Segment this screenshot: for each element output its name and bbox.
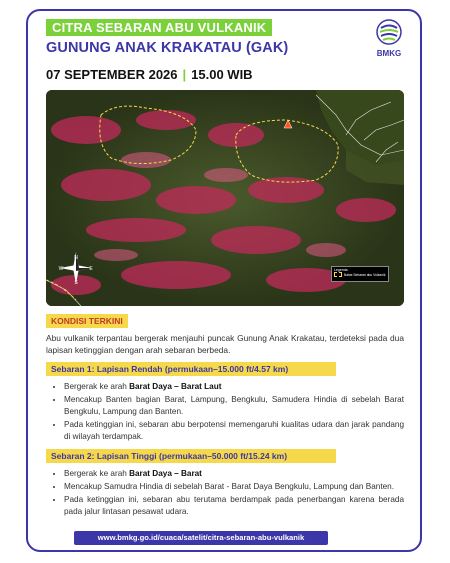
layer1-p1-prefix: Bergerak ke arah <box>64 382 130 391</box>
status-label: KONDISI TERKINI <box>46 314 128 328</box>
source-url-link[interactable]: www.bmkg.go.id/cuaca/satelit/citra-sebaran-abu-vulkanik <box>74 531 328 545</box>
layer2-list <box>46 468 404 519</box>
date-separator: | <box>182 67 187 82</box>
bmkg-logo <box>372 19 406 59</box>
logo-text: BMKG <box>376 49 402 58</box>
page-title: GUNUNG ANAK KRAKATAU (GAK) <box>46 40 289 56</box>
legend-title: Legenda <box>334 268 348 272</box>
map-legend <box>331 266 389 282</box>
satellite-map <box>46 90 404 306</box>
layer2-p1-prefix: Bergerak ke arah <box>64 469 130 478</box>
time-text: 15.00 WIB <box>191 67 253 82</box>
compass-w-label: W <box>58 266 64 272</box>
list-item <box>64 468 404 480</box>
list-item: • Pada ketinggian ini, sebaran abu terutama berdampak pada penerbangan karena berada pada jalur lintasan pesawat udara. <box>64 494 404 518</box>
legend-item: Batas Sebaran abu Vulkanik <box>344 272 386 277</box>
list-item: • Pada ketinggian ini, sebaran abu berpotensi memengaruhi kualitas udara dan jarak pandang di wilayah terdampak. <box>64 419 404 443</box>
date-text: 07 SEPTEMBER 2026 <box>46 67 178 82</box>
compass-e-label: E <box>89 266 93 272</box>
list-item <box>64 381 404 393</box>
compass-s-label: S <box>74 280 78 286</box>
header-badge: CITRA SEBARAN ABU VULKANIK <box>46 19 272 36</box>
list-item: • Mencakup Banten bagian Barat, Lampung, Bengkulu, Samudera Hindia di sebelah Barat Bengkulu, Lampung dan Banten. <box>64 394 404 418</box>
layer1-list <box>46 381 404 444</box>
compass-icon <box>58 250 94 286</box>
compass-n-label: N <box>74 255 78 261</box>
layer2-direction: Barat Daya – Barat <box>129 469 202 478</box>
list-item: • Mencakup Samudra Hindia di sebelah Barat - Barat Daya Bengkulu, Lampung dan Banten. <box>64 481 404 493</box>
layer1-direction: Barat Daya – Barat Laut <box>129 382 222 391</box>
legend-row <box>334 272 386 277</box>
layer2-title: Sebaran 2: Lapisan Tinggi (permukaan–50.000 ft/15.24 km) <box>46 449 336 463</box>
bmkg-logo-icon <box>376 19 402 45</box>
infographic-card <box>26 9 422 552</box>
date-time-line <box>46 67 253 82</box>
legend-swatch-icon <box>334 272 342 277</box>
layer1-title: Sebaran 1: Lapisan Rendah (permukaan–15.000 ft/4.57 km) <box>46 362 336 376</box>
status-intro: Abu vulkanik terpantau bergerak menjauhi puncak Gunung Anak Krakatau, terdeteksi pada dua lapisan ketinggian dengan arah sebaran berbeda. <box>46 333 404 355</box>
